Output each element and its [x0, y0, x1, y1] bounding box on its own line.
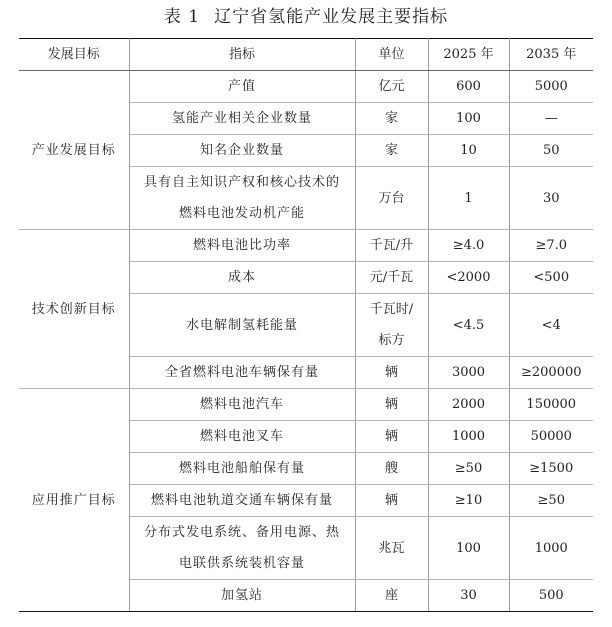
value-2025-cell: 1	[428, 167, 509, 230]
value-2035-cell: ≥50	[509, 485, 593, 517]
indicator-line: 具有自主知识产权和核心技术的	[143, 175, 340, 190]
indicator-cell: 成本	[129, 262, 355, 294]
unit-cell: 辆	[355, 389, 428, 421]
value-2035-cell: 50	[509, 135, 593, 167]
value-2025-cell: <4.5	[428, 294, 509, 357]
indicator-cell: 燃料电池轨道交通车辆保有量	[129, 485, 355, 517]
header-indicator: 指标	[129, 39, 355, 71]
header-2035: 2035 年	[509, 39, 593, 71]
value-2035-cell: ≥7.0	[509, 230, 593, 262]
indicator-cell: 燃料电池叉车	[129, 421, 355, 453]
indicator-cell	[129, 167, 355, 230]
unit-line: 标方	[378, 333, 405, 348]
value-2035-cell: 30	[509, 167, 593, 230]
unit-cell: 艘	[355, 453, 428, 485]
value-2025-cell: 30	[428, 580, 509, 612]
value-2035-cell: 500	[509, 580, 593, 612]
indicators-table	[19, 38, 593, 612]
unit-cell: 千瓦/升	[355, 230, 428, 262]
value-2025-cell: 100	[428, 103, 509, 135]
unit-cell: 万台	[355, 167, 428, 230]
value-2025-cell: 100	[428, 517, 509, 580]
unit-cell: 家	[355, 103, 428, 135]
indicator-line: 电联供系统装机容量	[178, 556, 305, 571]
indicator-line: 燃料电池发动机产能	[178, 206, 305, 221]
value-2035-cell: 50000	[509, 421, 593, 453]
value-2035-cell: <500	[509, 262, 593, 294]
unit-cell: 辆	[355, 357, 428, 389]
value-2035-cell: ≥1500	[509, 453, 593, 485]
header-unit: 单位	[355, 39, 428, 71]
unit-cell: 辆	[355, 421, 428, 453]
group-label: 技术创新目标	[19, 230, 129, 389]
table-row	[19, 389, 593, 421]
value-2025-cell: ≥4.0	[428, 230, 509, 262]
value-2035-cell: —	[509, 103, 593, 135]
unit-cell: 亿元	[355, 71, 428, 103]
indicator-line: 分布式发电系统、备用电源、热	[143, 525, 340, 540]
table-title: 辽宁省氢能产业发展主要指标	[214, 7, 449, 27]
unit-cell: 兆瓦	[355, 517, 428, 580]
table-row	[19, 71, 593, 103]
group-label: 应用推广目标	[19, 389, 129, 612]
value-2025-cell: 2000	[428, 389, 509, 421]
unit-cell: 座	[355, 580, 428, 612]
value-2025-cell: 1000	[428, 421, 509, 453]
value-2025-cell: ≥50	[428, 453, 509, 485]
value-2025-cell: 10	[428, 135, 509, 167]
unit-cell: 元/千瓦	[355, 262, 428, 294]
table-caption	[0, 5, 612, 29]
indicator-cell: 燃料电池比功率	[129, 230, 355, 262]
group-label: 产业发展目标	[19, 71, 129, 230]
header-goal: 发展目标	[19, 39, 129, 71]
table-row	[19, 230, 593, 262]
value-2035-cell: 150000	[509, 389, 593, 421]
header-2025: 2025 年	[428, 39, 509, 71]
value-2025-cell: 600	[428, 71, 509, 103]
unit-line: 千瓦时/	[369, 302, 414, 317]
unit-cell: 辆	[355, 485, 428, 517]
value-2025-cell: 3000	[428, 357, 509, 389]
value-2035-cell: 5000	[509, 71, 593, 103]
value-2025-cell: ≥10	[428, 485, 509, 517]
indicator-cell: 知名企业数量	[129, 135, 355, 167]
indicator-cell: 燃料电池汽车	[129, 389, 355, 421]
table-header-row	[19, 39, 593, 71]
indicator-cell	[129, 517, 355, 580]
unit-cell	[355, 294, 428, 357]
value-2035-cell: 1000	[509, 517, 593, 580]
indicator-cell: 燃料电池船舶保有量	[129, 453, 355, 485]
value-2025-cell: <2000	[428, 262, 509, 294]
indicator-cell: 氢能产业相关企业数量	[129, 103, 355, 135]
value-2035-cell: <4	[509, 294, 593, 357]
value-2035-cell: ≥200000	[509, 357, 593, 389]
indicator-cell: 产值	[129, 71, 355, 103]
unit-cell: 家	[355, 135, 428, 167]
indicator-cell: 全省燃料电池车辆保有量	[129, 357, 355, 389]
indicator-cell: 加氢站	[129, 580, 355, 612]
table-number: 表 1	[163, 7, 201, 27]
indicator-cell: 水电解制氢耗能量	[129, 294, 355, 357]
